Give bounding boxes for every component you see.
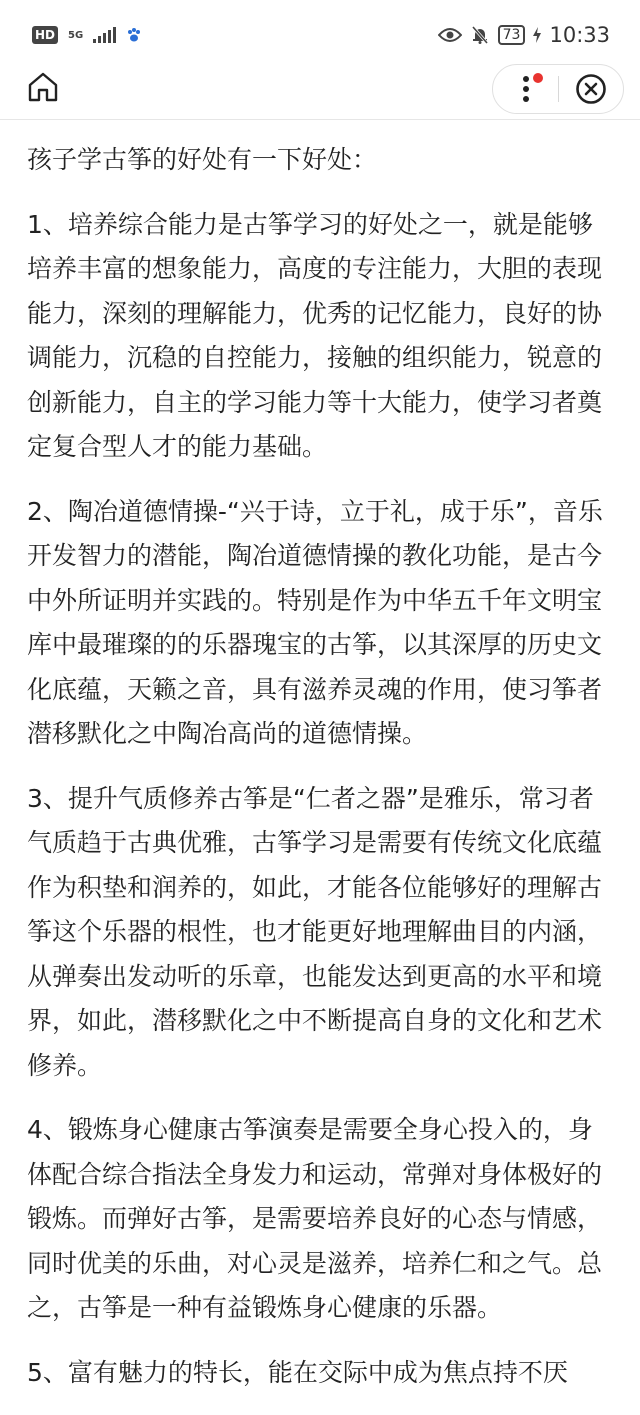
status-right xyxy=(438,23,610,47)
eye-icon xyxy=(438,27,462,43)
battery-level: 73 xyxy=(502,27,521,43)
hd-badge: HD xyxy=(32,26,58,44)
article-paragraph: 5、富有魅力的特长，能在交际中成为焦点持不厌 xyxy=(27,1357,568,1387)
status-left xyxy=(32,26,142,44)
mute-bell-icon xyxy=(470,25,490,45)
home-icon xyxy=(26,70,60,104)
battery-indicator xyxy=(498,25,526,45)
signal-icon xyxy=(93,27,116,43)
nav-bar xyxy=(0,62,640,120)
charging-icon xyxy=(533,27,541,43)
network-type-label: 5G xyxy=(68,29,84,41)
article-intro: 孩子学古筝的好处有一下好处： xyxy=(27,145,378,174)
article-paragraph: 3、提升气质修养古筝是“仁者之器”是雅乐，常习者气质趋于古典优雅，古筝学习是需要有传统文化底蕴作为积垫和润养的，如此，才能各位能够好的理解古筝这个乐器的根性，也才能更好地理解曲目的内涵，从弹奏出发动听的乐章，也能发达到更高的水平和境界，如此，潜移默化之中不断提高自身的文化和艺术修养。 xyxy=(27,783,603,1080)
more-button[interactable] xyxy=(493,65,558,113)
more-vertical-icon xyxy=(522,75,530,103)
mini-program-capsule xyxy=(492,64,624,114)
article-content xyxy=(27,138,617,1415)
clock: 10:33 xyxy=(549,23,610,47)
paw-icon xyxy=(126,27,142,43)
status-bar xyxy=(0,0,640,70)
network-type xyxy=(68,31,83,40)
notification-dot xyxy=(533,73,543,83)
close-button[interactable] xyxy=(559,65,623,113)
close-circle-icon xyxy=(575,73,607,105)
article-paragraph: 4、锻炼身心健康古筝演奏是需要全身心投入的，身体配合综合指法全身发力和运动，常弹对身体极好的锻炼。而弹好古筝，是需要培养良好的心态与情感，同时优美的乐曲，对心灵是滋养，培养仁和之气。总之，古筝是一种有益锻炼身心健康的乐器。 xyxy=(27,1115,603,1322)
article-paragraph: 1、培养综合能力是古筝学习的好处之一，就是能够培养丰富的想象能力，高度的专注能力，大胆的表现能力，深刻的理解能力，优秀的记忆能力，良好的协调能力，沉稳的自控能力，接触的组织能力，锐意的创新能力，自主的学习能力等十大能力，使学习者奠定复合型人才的能力基础。 xyxy=(27,209,603,461)
article-paragraph: 2、陶冶道德情操-“兴于诗，立于礼，成于乐”，音乐开发智力的潜能，陶冶道德情操的教化功能，是古今中外所证明并实践的。特别是作为中华五千年文明宝库中最璀璨的的乐器瑰宝的古筝，以其深厚的历史文化底蕴，天籁之音，具有滋养灵魂的作用，使习筝者潜移默化之中陶冶高尚的道德情操。 xyxy=(27,496,603,748)
home-button[interactable] xyxy=(26,70,60,104)
